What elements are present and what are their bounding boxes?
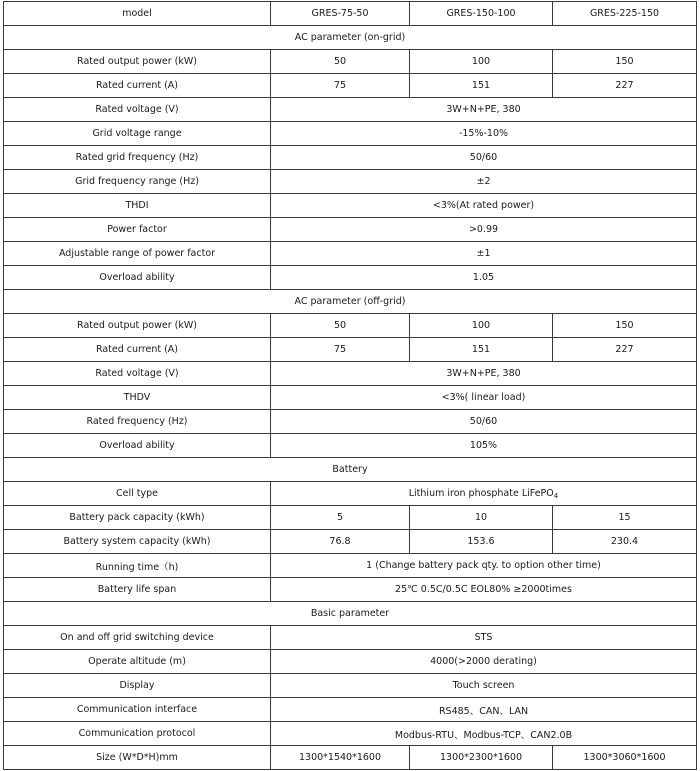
section-row [4, 602, 697, 626]
row-label: Grid voltage range [4, 122, 271, 146]
table-row [4, 554, 697, 578]
row-label: Grid frequency range (Hz) [4, 170, 271, 194]
table-row [4, 722, 697, 746]
cell-value: 227 [553, 338, 697, 362]
row-label: Operate altitude (m) [4, 650, 271, 674]
cell-value: ±2 [271, 170, 697, 194]
row-label: Communication interface [4, 698, 271, 722]
cell-value: 4000(>2000 derating) [271, 650, 697, 674]
cell-value: 15 [553, 506, 697, 530]
row-label: Communication protocol [4, 722, 271, 746]
table-row [4, 674, 697, 698]
row-label: Adjustable range of power factor [4, 242, 271, 266]
row-label: Rated grid frequency (Hz) [4, 146, 271, 170]
row-label: Size (W*D*H)mm [4, 746, 271, 770]
section-row [4, 290, 697, 314]
table-row [4, 698, 697, 722]
cell-value: 5 [271, 506, 410, 530]
row-label: Rated voltage (V) [4, 362, 271, 386]
table-row [4, 482, 697, 506]
model-gres-150-100: GRES-150-100 [410, 2, 553, 26]
cell-value: 50/60 [271, 146, 697, 170]
model-gres-225-150: GRES-225-150 [553, 2, 697, 26]
cell-value: 75 [271, 338, 410, 362]
table-row [4, 362, 697, 386]
table-row [4, 314, 697, 338]
cell-value: ±1 [271, 242, 697, 266]
table-row [4, 74, 697, 98]
header-row [4, 2, 697, 26]
section-battery: Battery [4, 458, 697, 482]
row-label: THDV [4, 386, 271, 410]
cell-value: Modbus-RTU、Modbus-TCP、CAN2.0B [271, 722, 697, 746]
section-row [4, 26, 697, 50]
table-row [4, 170, 697, 194]
table-row [4, 50, 697, 74]
row-label: Battery system capacity (kWh) [4, 530, 271, 554]
cell-value: 25℃ 0.5C/0.5C EOL80% ≥2000times [271, 578, 697, 602]
row-label: Cell type [4, 482, 271, 506]
row-label: Display [4, 674, 271, 698]
cell-value: RS485、CAN、LAN [271, 698, 697, 722]
table-row [4, 98, 697, 122]
header-label: model [4, 2, 271, 26]
table-row [4, 434, 697, 458]
cell-value [271, 482, 697, 506]
cell-type-text: Lithium iron phosphate LiFePO [408, 488, 554, 499]
row-label: Rated current (A) [4, 74, 271, 98]
row-label: Overload ability [4, 434, 271, 458]
cell-value: 1.05 [271, 266, 697, 290]
row-label: Power factor [4, 218, 271, 242]
cell-value: 100 [410, 314, 553, 338]
cell-value: 151 [410, 338, 553, 362]
cell-value: 151 [410, 74, 553, 98]
cell-value: 10 [410, 506, 553, 530]
cell-value: 76.8 [271, 530, 410, 554]
row-label: Rated output power (kW) [4, 50, 271, 74]
cell-value: 3W+N+PE, 380 [271, 362, 697, 386]
cell-value: 1300*2300*1600 [410, 746, 553, 770]
cell-value: 3W+N+PE, 380 [271, 98, 697, 122]
cell-value: <3%(At rated power) [271, 194, 697, 218]
cell-value: 227 [553, 74, 697, 98]
cell-value: -15%-10% [271, 122, 697, 146]
table-row [4, 506, 697, 530]
cell-value: 1300*1540*1600 [271, 746, 410, 770]
cell-value: 100 [410, 50, 553, 74]
table-row [4, 242, 697, 266]
cell-value: 50/60 [271, 410, 697, 434]
cell-value: 153.6 [410, 530, 553, 554]
table-row [4, 650, 697, 674]
model-gres-75-50: GRES-75-50 [271, 2, 410, 26]
row-label: Rated voltage (V) [4, 98, 271, 122]
table-row [4, 410, 697, 434]
table-row [4, 218, 697, 242]
spec-table [3, 1, 697, 770]
cell-type-subscript: 4 [553, 492, 559, 500]
cell-value: 50 [271, 314, 410, 338]
cell-value: STS [271, 626, 697, 650]
section-row [4, 458, 697, 482]
cell-value: 150 [553, 50, 697, 74]
row-label: On and off grid switching device [4, 626, 271, 650]
table-row [4, 338, 697, 362]
table-row [4, 386, 697, 410]
table-row [4, 266, 697, 290]
cell-value: 1 (Change battery pack qty. to option other time) [271, 554, 697, 578]
cell-value: 75 [271, 74, 410, 98]
table-row [4, 194, 697, 218]
section-basic-parameter: Basic parameter [4, 602, 697, 626]
row-label: Running time（h) [4, 554, 271, 578]
table-row [4, 626, 697, 650]
cell-value: 50 [271, 50, 410, 74]
cell-value: <3%( linear load) [271, 386, 697, 410]
cell-value: 1300*3060*1600 [553, 746, 697, 770]
section-ac-off-grid: AC parameter (off-grid) [4, 290, 697, 314]
row-label: Battery life span [4, 578, 271, 602]
row-label: Battery pack capacity (kWh) [4, 506, 271, 530]
cell-value: >0.99 [271, 218, 697, 242]
row-label: Rated current (A) [4, 338, 271, 362]
table-row [4, 530, 697, 554]
table-row [4, 746, 697, 770]
table-row [4, 146, 697, 170]
table-row [4, 122, 697, 146]
row-label: Overload ability [4, 266, 271, 290]
row-label: THDI [4, 194, 271, 218]
cell-value: 230.4 [553, 530, 697, 554]
row-label: Rated output power (kW) [4, 314, 271, 338]
cell-value: Touch screen [271, 674, 697, 698]
cell-value: 150 [553, 314, 697, 338]
table-row [4, 578, 697, 602]
cell-value: 105% [271, 434, 697, 458]
row-label: Rated frequency (Hz) [4, 410, 271, 434]
section-ac-on-grid: AC parameter (on-grid) [4, 26, 697, 50]
